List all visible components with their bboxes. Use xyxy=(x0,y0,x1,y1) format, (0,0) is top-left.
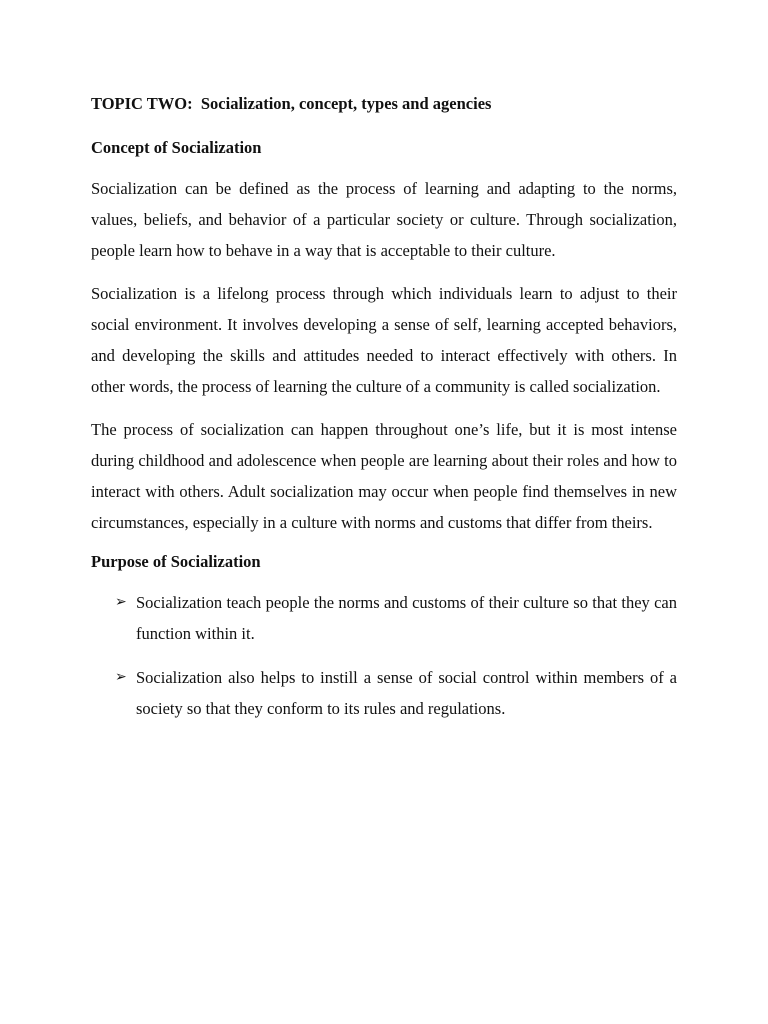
topic-title: TOPIC TWO: Socialization, concept, types and agencies xyxy=(91,94,492,113)
section-heading-purpose: Purpose of Socialization xyxy=(91,552,261,571)
document-page xyxy=(91,92,677,737)
bullet-text: Socialization also helps to instill a sense of social control within members of a society so that they conform to its rules and regulations. xyxy=(136,668,677,718)
arrowhead-bullet-icon: ➢ xyxy=(115,669,127,685)
bullet-text: Socialization teach people the norms and customs of their culture so that they can function within it. xyxy=(136,593,677,643)
paragraph: Socialization can be defined as the process of learning and adapting to the norms, values, beliefs, and behavior of a particular society or culture. Through socialization, people learn how to behave in a way that is acceptable to their culture. xyxy=(91,179,677,260)
list-item xyxy=(91,587,677,649)
purpose-bullet-list xyxy=(91,587,677,724)
paragraph: The process of socialization can happen throughout one’s life, but it is most intense during childhood and adolescence when people are learning about their roles and how to interact with others. Adult socialization may occur when people find themselves in new circumstances, especially in a culture with norms and customs that differ from theirs. xyxy=(91,420,677,532)
paragraph: Socialization is a lifelong process through which individuals learn to adjust to their social environment. It involves developing a sense of self, learning accepted behaviors, and developing the skills and attitudes needed to interact effectively with others. In other words, the process of learning the culture of a community is called socialization. xyxy=(91,284,677,396)
section-heading-concept: Concept of Socialization xyxy=(91,138,262,157)
arrowhead-bullet-icon: ➢ xyxy=(115,594,127,610)
list-item xyxy=(91,662,677,724)
